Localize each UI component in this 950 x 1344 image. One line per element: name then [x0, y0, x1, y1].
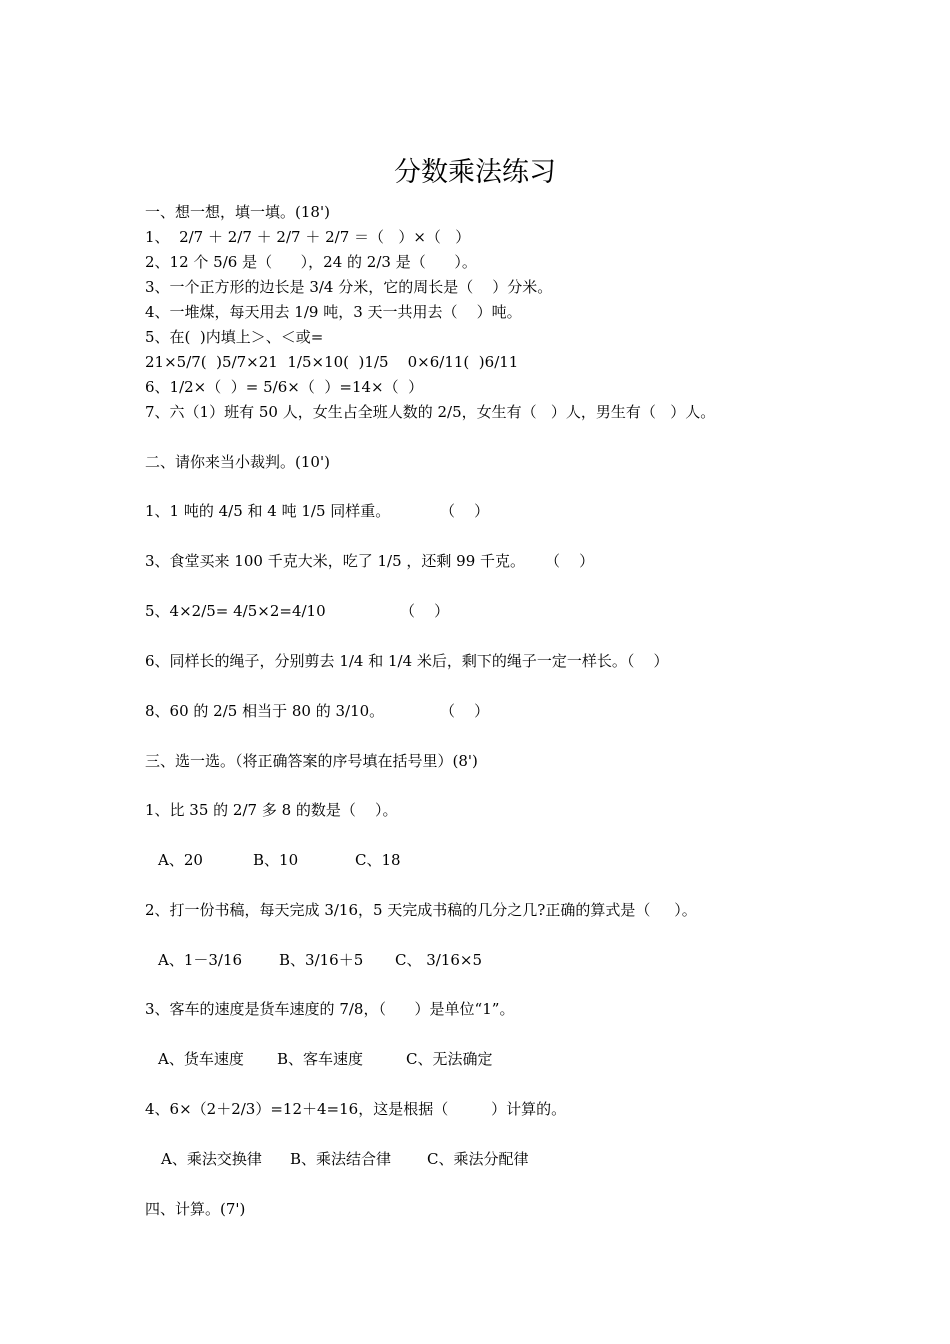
option-c: C、18 [355, 851, 401, 869]
section-3-heading: 三、选一选。（将正确答案的序号填在括号里）(8') [145, 752, 478, 770]
option-a: A、乘法交换律 [161, 1150, 262, 1168]
question-2-3: 3、食堂买来 100 千克大米，吃了 1/5 ，还剩 99 千克。 [145, 552, 526, 570]
question-2-1: 1、1 吨的 4/5 和 4 吨 1/5 同样重。 [145, 502, 391, 520]
option-c: C、 3/16×5 [395, 951, 483, 969]
question-3-2: 2、打一份书稿，每天完成 3/16，5 天完成书稿的几分之几?正确的算式是（ ）。 [145, 901, 697, 919]
question-3-4: 4、6×（2＋2/3）=12＋4=16，这是根据（ ）计算的。 [145, 1100, 567, 1118]
question-1-5: 5、在( )内填上＞、＜或= [145, 328, 324, 346]
option-a: A、1－3/16 [158, 951, 243, 969]
question-2-8: 8、60 的 2/5 相当于 80 的 3/10。 [145, 702, 385, 720]
section-2-heading: 二、请你来当小裁判。(10') [145, 453, 330, 471]
question-1-2: 2、12 个 5/6 是（ ），24 的 2/3 是（ ）。 [145, 253, 477, 271]
answer-blank: （ ） [440, 502, 490, 520]
answer-blank: （ ） [440, 702, 490, 720]
option-c: C、无法确定 [406, 1050, 493, 1068]
question-2-5: 5、4×2/5= 4/5×2=4/10 [145, 602, 326, 620]
option-b: B、3/16＋5 [279, 951, 364, 969]
section-1-heading: 一、想一想，填一填。(18') [145, 203, 330, 221]
section-4-heading: 四、计算。(7') [145, 1200, 246, 1218]
question-2-6: 6、同样长的绳子，分别剪去 1/4 和 1/4 米后，剩下的绳子一定一样长。（ ） [145, 652, 669, 670]
question-1-3: 3、一个正方形的边长是 3/4 分米，它的周长是（ ）分米。 [145, 278, 553, 296]
answer-blank: （ ） [400, 602, 450, 620]
option-a: A、20 [158, 851, 203, 869]
question-1-4: 4、一堆煤，每天用去 1/9 吨，3 天一共用去（ ）吨。 [145, 303, 522, 321]
page-title: 分数乘法练习 [394, 157, 556, 188]
option-a: A、货车速度 [158, 1050, 244, 1068]
question-3-3: 3、客车的速度是货车速度的 7/8，（ ）是单位“1”。 [145, 1000, 515, 1018]
answer-blank: （ ） [545, 552, 595, 570]
question-1-6: 6、1/2×（ ）= 5/6×（ ）=14×（ ） [145, 378, 424, 396]
option-b: B、10 [253, 851, 299, 869]
question-3-1: 1、比 35 的 2/7 多 8 的数是（ ）。 [145, 801, 398, 819]
option-b: B、客车速度 [277, 1050, 364, 1068]
option-c: C、乘法分配律 [427, 1150, 529, 1168]
question-1-1: 1、 2/7 ＋ 2/7 ＋ 2/7 ＋ 2/7 ＝（ ）×（ ） [145, 228, 471, 246]
question-1-7: 7、六（1）班有 50 人，女生占全班人数的 2/5，女生有（ ）人，男生有（ ）人。 [145, 403, 716, 421]
option-b: B、乘法结合律 [290, 1150, 392, 1168]
question-1-5-items: 21×5/7( )5/7×21 1/5×10( )1/5 0×6/11( )6/11 [145, 353, 519, 371]
